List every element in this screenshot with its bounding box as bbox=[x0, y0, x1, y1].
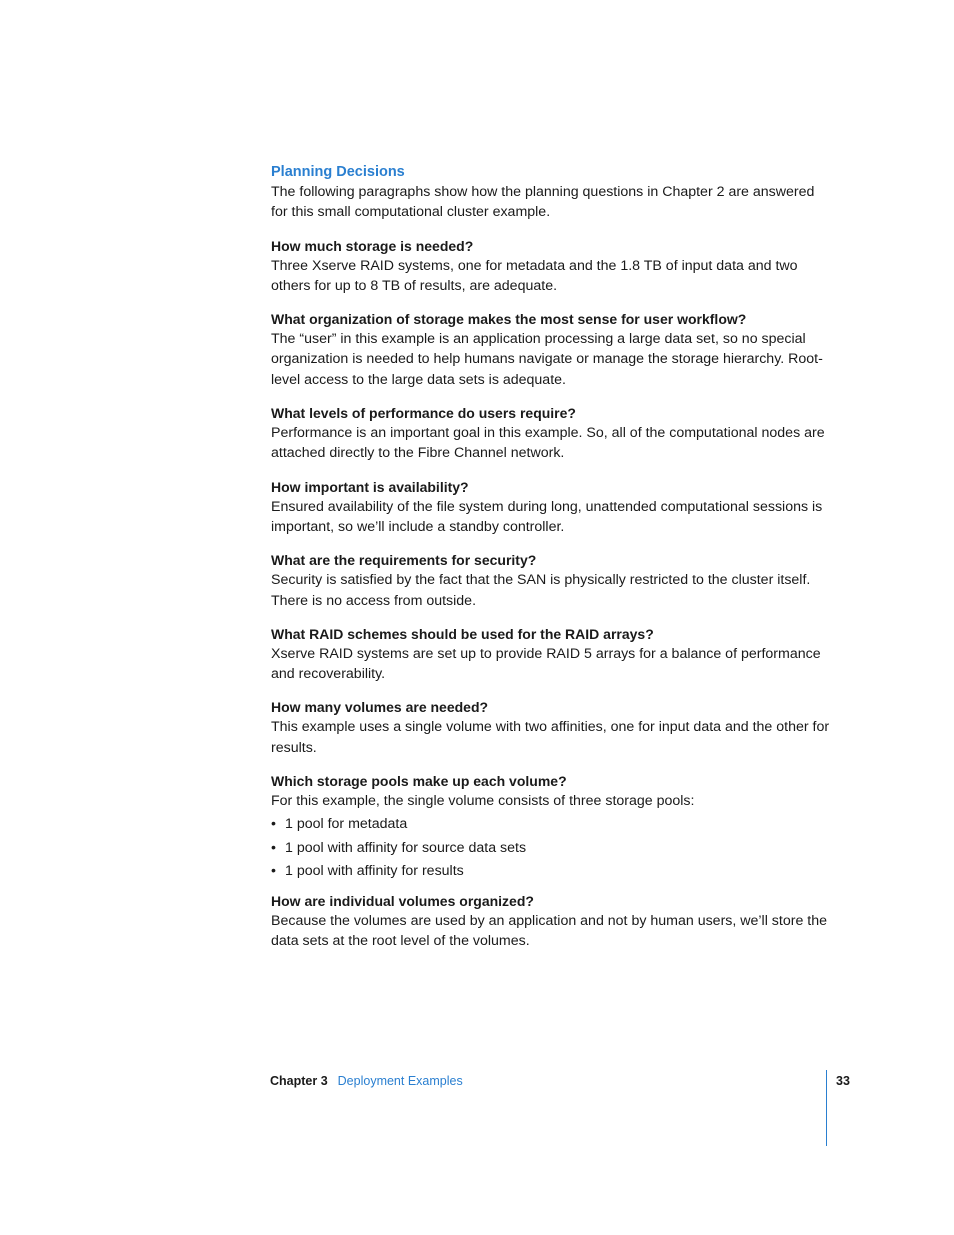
answer-paragraph: Performance is an important goal in this example. So, all of the computational nodes are attached directly to the Fibre Channel network. bbox=[271, 425, 825, 462]
bullet-icon: • bbox=[271, 862, 276, 879]
section-title: Planning Decisions bbox=[271, 164, 405, 180]
question-heading: How much storage is needed? bbox=[271, 237, 474, 254]
list-item bbox=[271, 861, 831, 881]
page-footer bbox=[270, 1072, 463, 1090]
answer-paragraph: This example uses a single volume with two affinities, one for input data and the other for results. bbox=[271, 719, 830, 756]
answer-paragraph: Xserve RAID systems are set up to provide RAID 5 arrays for a balance of performance and recoverability. bbox=[271, 645, 821, 683]
qa-block bbox=[271, 550, 831, 611]
list-item-text: 1 pool for metadata bbox=[285, 816, 408, 833]
bullet-icon: • bbox=[271, 839, 276, 856]
list-item bbox=[271, 814, 831, 834]
footer-divider bbox=[826, 1070, 827, 1146]
answer-paragraph: Three Xserve RAID systems, one for metadata and the 1.8 TB of input data and two others for up to 8 TB of results, are adequate. bbox=[271, 257, 798, 294]
footer-chapter-label: Chapter 3 bbox=[270, 1074, 328, 1088]
intro-paragraph: The following paragraphs show how the planning questions in Chapter 2 are answered for this small computational cluster example. bbox=[271, 184, 815, 221]
answer-paragraph: Security is satisfied by the fact that the SAN is physically restricted to the cluster itself. There is no access from outside. bbox=[271, 572, 811, 609]
qa-block bbox=[271, 624, 831, 685]
question-heading: What levels of performance do users require? bbox=[271, 405, 576, 422]
list-item bbox=[271, 838, 831, 858]
qa-block bbox=[271, 891, 831, 952]
qa-block bbox=[271, 771, 831, 881]
question-heading: What RAID schemes should be used for the RAID arrays? bbox=[271, 625, 654, 642]
storage-pools-list bbox=[271, 814, 831, 881]
qa-block bbox=[271, 403, 831, 464]
question-heading: How many volumes are needed? bbox=[271, 699, 489, 716]
answer-paragraph: Because the volumes are used by an application and not by human users, we’ll store the data sets at the root level of the volumes. bbox=[271, 912, 828, 950]
qa-block bbox=[271, 309, 831, 390]
qa-block bbox=[271, 236, 831, 297]
question-heading: What are the requirements for security? bbox=[271, 552, 537, 569]
footer-chapter-title: Deployment Examples bbox=[337, 1074, 463, 1088]
answer-paragraph: The “user” in this example is an application processing a large data set, so no special organization is needed to help humans navigate or manage the storage hierarchy. Root-level access to the large data sets is adequate. bbox=[271, 331, 823, 388]
list-item-text: 1 pool with affinity for source data sets bbox=[285, 839, 527, 856]
qa-block bbox=[271, 477, 831, 538]
page-content bbox=[271, 162, 831, 952]
answer-paragraph: Ensured availability of the file system during long, unattended computational sessions is important, so we’ll include a standby controller. bbox=[271, 498, 823, 535]
qa-block bbox=[271, 697, 831, 758]
page-number: 33 bbox=[836, 1074, 850, 1088]
question-heading: How important is availability? bbox=[271, 478, 469, 495]
answer-paragraph: For this example, the single volume consists of three storage pools: bbox=[271, 793, 695, 810]
list-item-text: 1 pool with affinity for results bbox=[285, 862, 464, 879]
question-heading: Which storage pools make up each volume? bbox=[271, 773, 567, 790]
question-heading: What organization of storage makes the most sense for user workflow? bbox=[271, 311, 747, 328]
question-heading: How are individual volumes organized? bbox=[271, 892, 534, 909]
bullet-icon: • bbox=[271, 816, 276, 833]
